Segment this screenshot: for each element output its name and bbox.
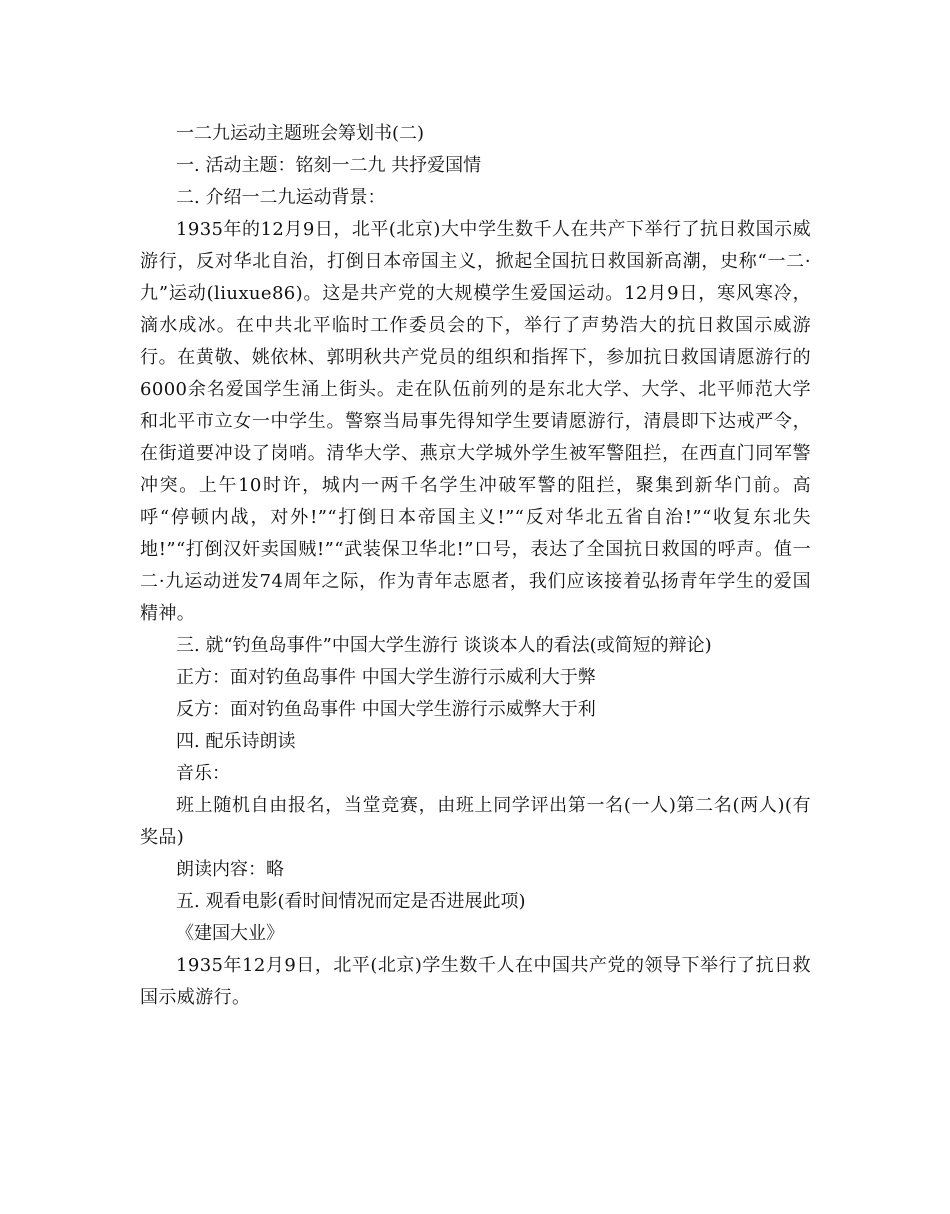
affirmative-side: 正方：面对钓鱼岛事件 中国大学生游行示威利大于弊 <box>176 667 596 688</box>
film-title: 《建国大业》 <box>176 923 284 944</box>
film-paragraph: 1935年12月9日，北平(北京)学生数千人在中国共产党的领导下举行了抗日救国示威游行。 <box>140 955 811 1008</box>
section-heading-film: 五. 观看电影(看时间情况而定是否进展此项) <box>176 891 526 912</box>
section-heading-background: 二. 介绍一二九运动背景： <box>176 187 386 208</box>
music-label: 音乐： <box>176 763 230 784</box>
background-paragraph: 1935年的12月9日，北平(北京)大中学生数千人在共产下举行了抗日救国示威游行，反对华北自治，打倒日本帝国主义，掀起全国抗日救国新高潮，史称“一二·九”运动(liuxue86)。这是共产党的大规模学生爱国运动。12月9日，寒风寒冷，滴水成冰。在中共北平临时工作委员会的下，举行了声势浩大的抗日救国示威游行。在黄敬、姚依林、郭明秋共产党员的组织和指挥下，参加抗日救国请愿游行的6000余名爱国学生涌上街头。走在队伍前列的是东北大学、大学、北平师范大学和北平市立女一中学生。警察当局事先得知学生要请愿游行，清晨即下达戒严令，在街道要冲设了岗哨。清华大学、燕京大学城外学生被军警阻拦，在西直门同军警冲突。上午10时许，城内一两千名学生冲破军警的阻拦，聚集到新华门前。高呼“停顿内战，对外!”“打倒日本帝国主义!”“反对华北五省自治!”“收复东北失地!”“打倒汉奸卖国贼!”“武装保卫华北!”口号，表达了全国抗日救国的呼声。值一二·九运动迸发74周年之际，作为青年志愿者，我们应该接着弘扬青年学生的爱国精神。 <box>140 219 811 624</box>
signup-paragraph: 班上随机自由报名，当堂竞赛，由班上同学评出第一名(一人)第二名(两人)(有奖品) <box>140 795 811 848</box>
section-heading-poetry: 四. 配乐诗朗读 <box>176 731 296 752</box>
document-page <box>140 118 811 1014</box>
document-title: 一二九运动主题班会筹划书(二) <box>176 123 425 144</box>
negative-side: 反方：面对钓鱼岛事件 中国大学生游行示威弊大于利 <box>176 699 596 720</box>
reading-content: 朗读内容：略 <box>176 859 284 880</box>
section-heading-discussion: 三. 就“钓鱼岛事件”中国大学生游行 谈谈本人的看法(或简短的辩论) <box>176 635 712 656</box>
section-heading-theme: 一. 活动主题：铭刻一二九 共抒爱国情 <box>176 155 482 176</box>
